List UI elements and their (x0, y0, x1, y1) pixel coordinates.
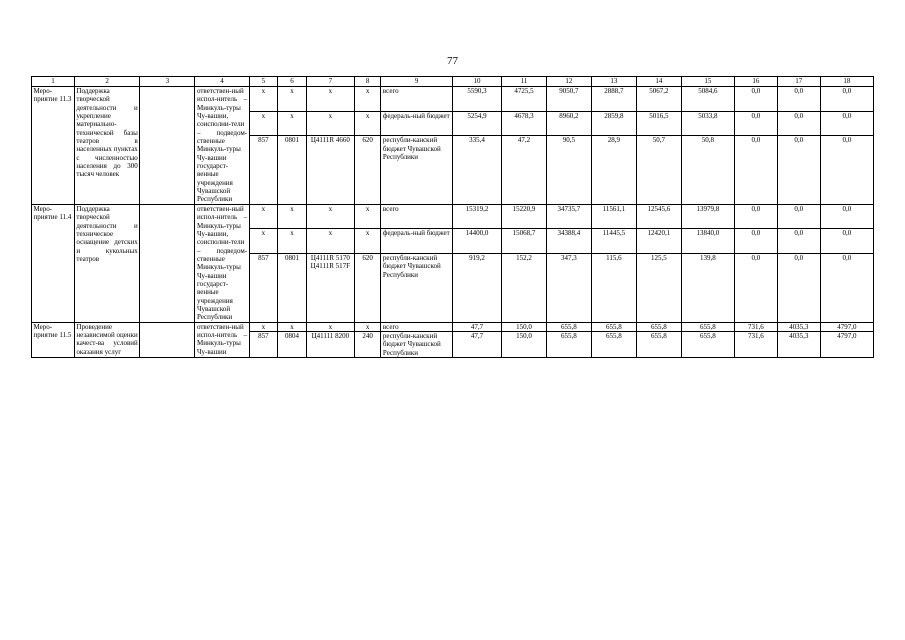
table-row (32, 204, 874, 229)
value-cell: 13840,0 (681, 229, 734, 254)
value-cell: 731,6 (734, 322, 777, 331)
funding-source-cell: республи-канский бюджет Чувашской Республики (381, 254, 453, 323)
value-cell: 347,3 (546, 254, 591, 323)
value-cell: 28,9 (591, 136, 636, 205)
value-cell: 4035,3 (777, 322, 820, 331)
value-cell: 655,8 (546, 322, 591, 331)
value-cell: 47,7 (452, 331, 501, 357)
header-row (32, 77, 874, 87)
header-cell: 2 (74, 77, 139, 87)
value-cell: 0,0 (777, 204, 820, 229)
value-cell: 50,7 (636, 136, 681, 205)
executor-cell: ответствен-ный испол-нитель – Минкуль-туры Чу-вашии, соисполни-тели – подведом-ственные Минкуль-туры Чу-вашии государст-венные учреждения Чувашской Республики (196, 204, 248, 322)
value-cell: 0,0 (734, 111, 777, 136)
budget-table (31, 76, 874, 358)
header-cell: 3 (140, 77, 195, 87)
grbs-cell: x (249, 87, 278, 112)
funding-source-cell: федераль-ный бюджет (381, 229, 453, 254)
section-cell: 0804 (278, 331, 307, 357)
section-cell: x (278, 322, 307, 331)
grbs-cell: x (249, 111, 278, 136)
value-cell: 655,8 (636, 322, 681, 331)
value-cell: 150,0 (501, 331, 546, 357)
header-cell: 14 (636, 77, 681, 87)
section-cell: x (278, 204, 307, 229)
value-cell: 2859,8 (591, 111, 636, 136)
header-cell: 12 (546, 77, 591, 87)
funding-source-cell: республи-канский бюджет Чувашской Республики (381, 331, 453, 357)
target-article-cell: x (306, 87, 354, 112)
page-number: 77 (447, 55, 458, 67)
value-cell: 655,8 (591, 331, 636, 357)
expense-group-cell: x (354, 111, 381, 136)
value-cell: 125,5 (636, 254, 681, 323)
value-cell: 4797,0 (820, 322, 873, 331)
section-cell: x (278, 87, 307, 112)
value-cell: 152,2 (501, 254, 546, 323)
value-cell: 14400,0 (452, 229, 501, 254)
value-cell: 4678,3 (501, 111, 546, 136)
expense-group-cell: x (354, 229, 381, 254)
target-article-cell: x (306, 322, 354, 331)
grbs-cell: 857 (249, 136, 278, 205)
measure-description-cell: Поддержка творческой деятельности и техническое оснащение детских и кукольных театров (74, 204, 139, 322)
value-cell: 0,0 (777, 229, 820, 254)
expense-group-cell: x (354, 322, 381, 331)
grbs-cell: 857 (249, 331, 278, 357)
value-cell: 5254,9 (452, 111, 501, 136)
value-cell: 0,0 (777, 254, 820, 323)
header-cell: 15 (681, 77, 734, 87)
value-cell: 115,6 (591, 254, 636, 323)
value-cell: 0,0 (820, 111, 873, 136)
measure-description-cell: Проведение независимой оценки качест-ва условий оказания услуг (76, 322, 138, 356)
executor-cell: ответствен-ный испол-нитель – Минкуль-туры Чу-вашии (196, 322, 248, 356)
section-cell: x (278, 229, 307, 254)
value-cell: 15319,2 (452, 204, 501, 229)
value-cell: 5033,8 (681, 111, 734, 136)
value-cell: 5067,2 (636, 87, 681, 112)
value-cell: 0,0 (734, 254, 777, 323)
value-cell: 4035,3 (777, 331, 820, 357)
expense-group-cell: 620 (354, 254, 381, 323)
target-article-cell: x (306, 111, 354, 136)
value-cell: 5084,6 (681, 87, 734, 112)
goal-cell (140, 322, 195, 357)
value-cell: 655,8 (681, 331, 734, 357)
value-cell: 0,0 (820, 87, 873, 112)
header-cell: 17 (777, 77, 820, 87)
target-article-cell: Ц4111R 4660 (306, 136, 354, 205)
value-cell: 655,8 (546, 331, 591, 357)
value-cell: 11445,5 (591, 229, 636, 254)
header-cell: 1 (32, 77, 75, 87)
value-cell: 655,8 (636, 331, 681, 357)
value-cell: 731,6 (734, 331, 777, 357)
grbs-cell: 857 (249, 254, 278, 323)
table-row (32, 87, 874, 112)
goal-cell (140, 204, 195, 322)
table-row (32, 322, 874, 331)
measure-name-cell: Меро-приятие 11.5 (32, 322, 75, 357)
value-cell: 15068,7 (501, 229, 546, 254)
value-cell: 4797,0 (820, 331, 873, 357)
section-cell: 0801 (278, 136, 307, 205)
executor-cell: ответствен-ный испол-нитель – Минкуль-туры Чу-вашии, соисполни-тели – подведом-ственные Минкуль-туры Чу-вашии государст-венные учреждения Чувашской Республики (196, 87, 248, 204)
value-cell: 0,0 (820, 204, 873, 229)
header-cell: 5 (249, 77, 278, 87)
funding-source-cell: всего (381, 322, 453, 331)
value-cell: 34735,7 (546, 204, 591, 229)
header-cell: 11 (501, 77, 546, 87)
value-cell: 12545,6 (636, 204, 681, 229)
value-cell: 0,0 (777, 111, 820, 136)
value-cell: 0,0 (820, 229, 873, 254)
value-cell: 0,0 (777, 136, 820, 205)
header-cell: 9 (381, 77, 453, 87)
value-cell: 0,0 (734, 87, 777, 112)
value-cell: 8960,2 (546, 111, 591, 136)
grbs-cell: x (249, 322, 278, 331)
expense-group-cell: 240 (354, 331, 381, 357)
measure-name-cell: Меро-приятие 11.4 (32, 204, 75, 322)
header-cell: 6 (278, 77, 307, 87)
expense-group-cell: x (354, 87, 381, 112)
value-cell: 655,8 (681, 322, 734, 331)
header-cell: 8 (354, 77, 381, 87)
value-cell: 0,0 (777, 87, 820, 112)
grbs-cell: x (249, 204, 278, 229)
value-cell: 5016,5 (636, 111, 681, 136)
section-cell: 0801 (278, 254, 307, 323)
value-cell: 139,8 (681, 254, 734, 323)
target-article-cell: Ц4111R 5170 Ц4111R 517F (306, 254, 354, 323)
value-cell: 2888,7 (591, 87, 636, 112)
measure-description-cell: Поддержка творческой деятельности и укрепление материально-технической базы театров в населенных пунктах с численностью населения до 300 тысяч человек (74, 87, 139, 205)
expense-group-cell: 620 (354, 136, 381, 205)
header-cell: 10 (452, 77, 501, 87)
header-cell: 13 (591, 77, 636, 87)
value-cell: 0,0 (734, 136, 777, 205)
funding-source-cell: республи-канский бюджет Чувашской Республики (381, 136, 453, 205)
value-cell: 11561,1 (591, 204, 636, 229)
target-article-cell: x (306, 204, 354, 229)
value-cell: 4725,5 (501, 87, 546, 112)
value-cell: 47,7 (452, 322, 501, 331)
value-cell: 50,8 (681, 136, 734, 205)
target-article-cell: x (306, 229, 354, 254)
value-cell: 0,0 (734, 204, 777, 229)
value-cell: 13979,8 (681, 204, 734, 229)
header-cell: 4 (195, 77, 249, 87)
funding-source-cell: всего (381, 204, 453, 229)
value-cell: 5590,3 (452, 87, 501, 112)
header-cell: 18 (820, 77, 873, 87)
value-cell: 919,2 (452, 254, 501, 323)
value-cell: 9050,7 (546, 87, 591, 112)
funding-source-cell: всего (381, 87, 453, 112)
grbs-cell: x (249, 229, 278, 254)
header-cell: 16 (734, 77, 777, 87)
target-article-cell: Ц41111 8200 (306, 331, 354, 357)
goal-cell (140, 87, 195, 205)
value-cell: 150,0 (501, 322, 546, 331)
expense-group-cell: x (354, 204, 381, 229)
section-cell: x (278, 111, 307, 136)
value-cell: 335,4 (452, 136, 501, 205)
value-cell: 47,2 (501, 136, 546, 205)
value-cell: 12420,1 (636, 229, 681, 254)
value-cell: 34388,4 (546, 229, 591, 254)
measure-name-cell: Меро-приятие 11.3 (32, 87, 75, 205)
value-cell: 90,5 (546, 136, 591, 205)
header-cell: 7 (306, 77, 354, 87)
value-cell: 0,0 (820, 254, 873, 323)
value-cell: 15220,9 (501, 204, 546, 229)
funding-source-cell: федераль-ный бюджет (381, 111, 453, 136)
value-cell: 0,0 (734, 229, 777, 254)
value-cell: 655,8 (591, 322, 636, 331)
value-cell: 0,0 (820, 136, 873, 205)
